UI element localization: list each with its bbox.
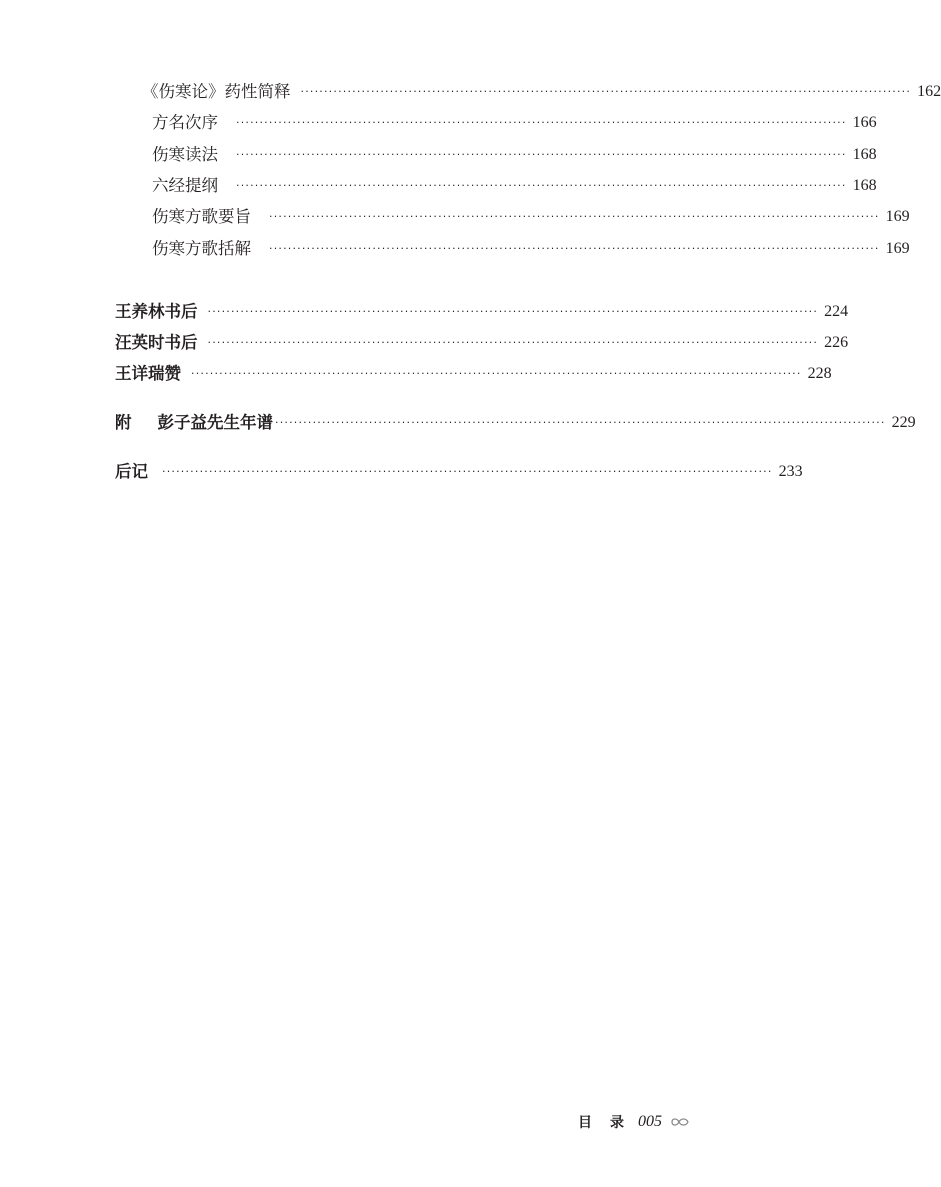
toc-entry-page: 168 — [852, 146, 877, 163]
leader-dots: ·································································································································· — [269, 242, 880, 255]
leader-dots: ·································································································································· — [275, 416, 886, 429]
toc-entry-title — [115, 413, 273, 433]
toc-entry-page: 229 — [891, 414, 916, 431]
ornament-icon — [670, 1116, 690, 1128]
toc-entry[interactable] — [115, 333, 849, 353]
toc-entry[interactable] — [115, 302, 849, 322]
leader-dots: ·································································································································· — [162, 465, 773, 478]
toc-entry-page: 226 — [824, 334, 849, 351]
leader-dots: ·································································································································· — [300, 85, 912, 98]
toc-entry-title: 汪英时书后 — [115, 333, 198, 352]
toc-entry-title: 后记 — [115, 462, 148, 481]
toc-entry[interactable] — [152, 176, 877, 196]
toc-entry-title: 六经提纲 — [152, 176, 218, 195]
toc-entry-title: 伤寒方歌要旨 — [152, 207, 251, 226]
page-footer — [578, 1112, 690, 1132]
toc-entry[interactable] — [152, 239, 910, 259]
toc-entry-title: 方名次序 — [152, 113, 218, 132]
toc-entry-afterword[interactable] — [115, 462, 803, 482]
leader-dots: ·································································································································· — [269, 210, 880, 223]
toc-entry-title: 王详瑞赞 — [115, 364, 181, 383]
appendix-prefix: 附 — [115, 413, 132, 432]
leader-dots: ·································································································································· — [207, 305, 819, 318]
toc-entry-page: 162 — [917, 83, 941, 100]
toc-entry-title: 伤寒读法 — [152, 145, 218, 164]
toc-entry-appendix[interactable] — [115, 413, 916, 433]
toc-entry-page: 169 — [885, 208, 910, 225]
toc-entry-page: 228 — [807, 365, 832, 382]
leader-dots: ·································································································································· — [207, 336, 819, 349]
leader-dots: ·································································································································· — [236, 179, 847, 192]
toc-entry[interactable] — [152, 145, 877, 165]
footer-chapter-title: 目录 — [578, 1115, 642, 1131]
leader-dots: ·································································································································· — [236, 148, 847, 161]
toc-entry[interactable] — [115, 364, 832, 384]
appendix-title: 彭子益先生年谱 — [157, 413, 273, 432]
footer-page-number: 005 — [638, 1113, 662, 1130]
toc-entry-page: 224 — [824, 303, 849, 320]
toc-entry-title: 《伤寒论》药性简释 — [142, 82, 291, 101]
toc-entry-page: 168 — [852, 177, 877, 194]
toc-entry-page: 169 — [885, 240, 910, 257]
toc-entry[interactable] — [152, 113, 877, 133]
toc-entry-page: 233 — [778, 463, 803, 480]
toc-entry[interactable] — [152, 207, 910, 227]
toc-entry-page: 166 — [852, 114, 877, 131]
toc-entry[interactable] — [142, 82, 941, 102]
toc-entry-title: 伤寒方歌括解 — [152, 239, 251, 258]
toc-entry-title: 王养林书后 — [115, 302, 198, 321]
leader-dots: ·································································································································· — [236, 116, 847, 129]
leader-dots: ·································································································································· — [191, 367, 802, 380]
